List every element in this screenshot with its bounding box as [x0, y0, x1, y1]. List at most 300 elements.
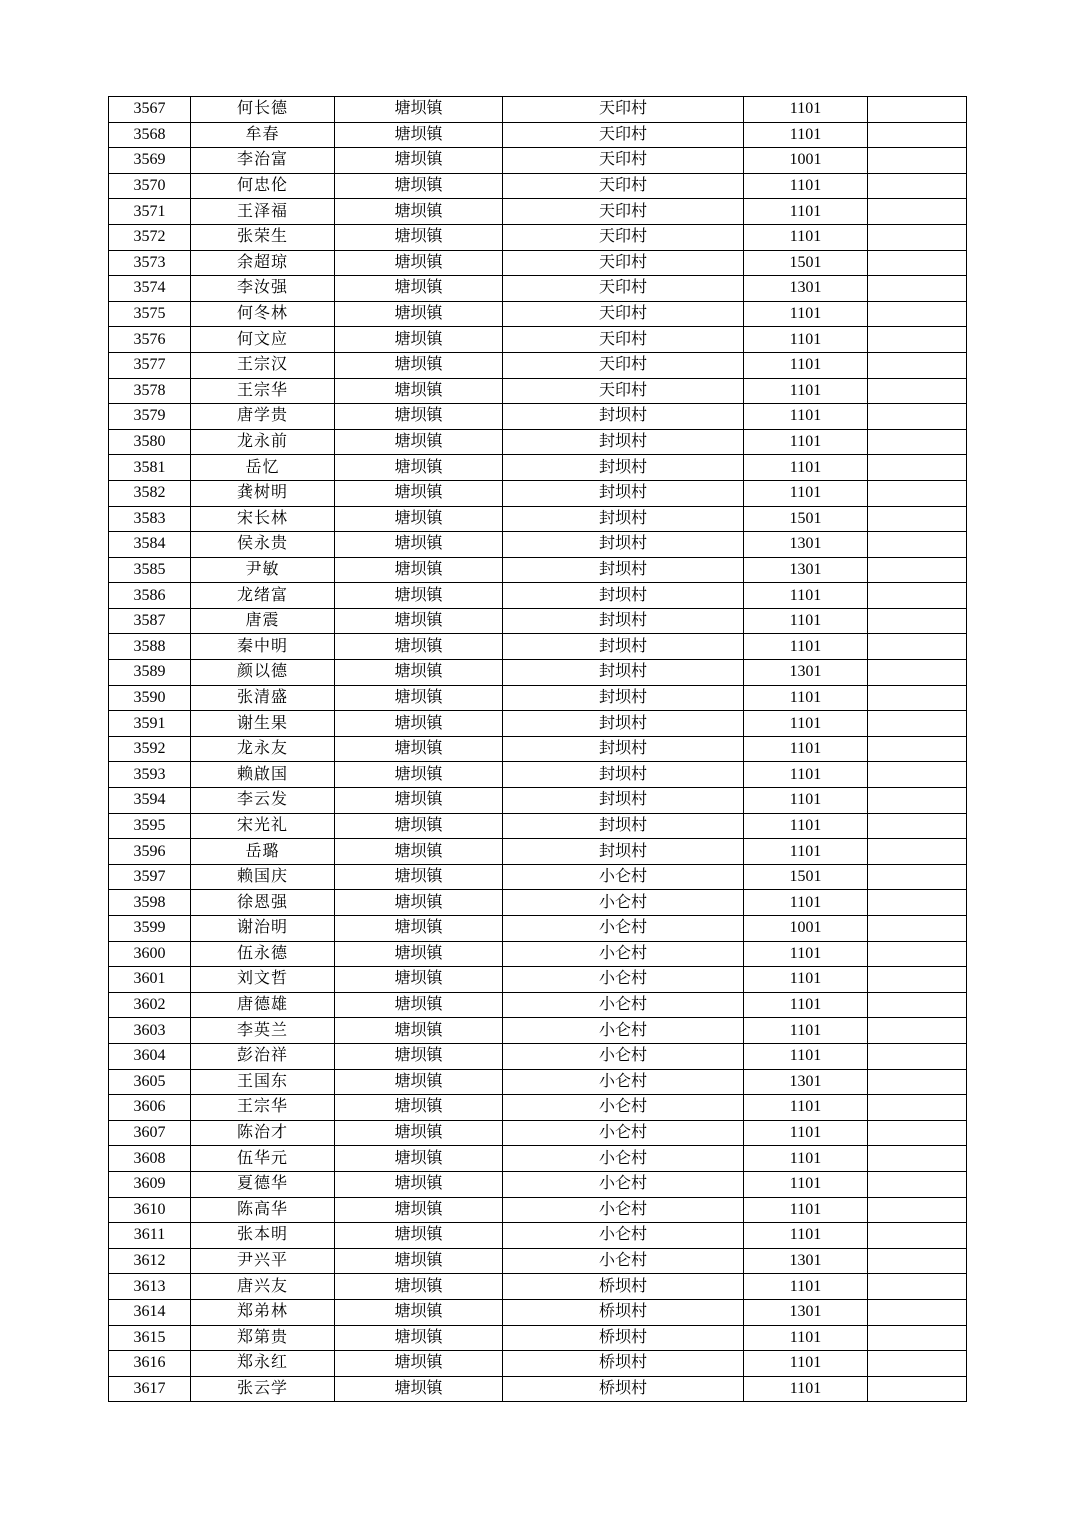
cell-town: 塘坝镇: [335, 1248, 503, 1274]
cell-remark: [868, 276, 967, 302]
cell-village: 天印村: [503, 301, 744, 327]
cell-name: 尹兴平: [191, 1248, 335, 1274]
cell-village: 封坝村: [503, 429, 744, 455]
cell-code: 1101: [744, 301, 868, 327]
cell-code: 1101: [744, 199, 868, 225]
cell-name: 李汝强: [191, 276, 335, 302]
table-row: [109, 992, 967, 1018]
cell-name: 何冬林: [191, 301, 335, 327]
table-row: [109, 1376, 967, 1402]
cell-town: 塘坝镇: [335, 506, 503, 532]
cell-town: 塘坝镇: [335, 1095, 503, 1121]
cell-village: 桥坝村: [503, 1274, 744, 1300]
cell-no: 3577: [109, 352, 191, 378]
cell-remark: [868, 608, 967, 634]
cell-town: 塘坝镇: [335, 916, 503, 942]
cell-code: 1101: [744, 813, 868, 839]
cell-town: 塘坝镇: [335, 327, 503, 353]
cell-village: 小仑村: [503, 1197, 744, 1223]
cell-no: 3596: [109, 839, 191, 865]
cell-town: 塘坝镇: [335, 634, 503, 660]
cell-code: 1301: [744, 1069, 868, 1095]
table-row: [109, 1223, 967, 1249]
table-row: [109, 480, 967, 506]
cell-remark: [868, 1325, 967, 1351]
cell-town: 塘坝镇: [335, 1376, 503, 1402]
cell-no: 3580: [109, 429, 191, 455]
cell-name: 郑弟林: [191, 1299, 335, 1325]
cell-village: 小仑村: [503, 992, 744, 1018]
cell-remark: [868, 762, 967, 788]
cell-code: 1101: [744, 404, 868, 430]
cell-village: 天印村: [503, 352, 744, 378]
cell-village: 天印村: [503, 173, 744, 199]
cell-no: 3598: [109, 890, 191, 916]
cell-no: 3613: [109, 1274, 191, 1300]
cell-village: 封坝村: [503, 839, 744, 865]
cell-no: 3574: [109, 276, 191, 302]
cell-town: 塘坝镇: [335, 404, 503, 430]
cell-name: 何忠伦: [191, 173, 335, 199]
cell-town: 塘坝镇: [335, 583, 503, 609]
cell-remark: [868, 1223, 967, 1249]
cell-remark: [868, 1018, 967, 1044]
cell-remark: [868, 1248, 967, 1274]
cell-name: 侯永贵: [191, 532, 335, 558]
table-row: [109, 967, 967, 993]
cell-town: 塘坝镇: [335, 1043, 503, 1069]
cell-town: 塘坝镇: [335, 250, 503, 276]
cell-remark: [868, 967, 967, 993]
cell-town: 塘坝镇: [335, 1171, 503, 1197]
cell-village: 封坝村: [503, 711, 744, 737]
table-row: [109, 1197, 967, 1223]
cell-no: 3583: [109, 506, 191, 532]
cell-code: 1301: [744, 1299, 868, 1325]
cell-no: 3567: [109, 97, 191, 123]
table-row: [109, 506, 967, 532]
cell-code: 1101: [744, 480, 868, 506]
cell-name: 刘文哲: [191, 967, 335, 993]
cell-name: 张荣生: [191, 224, 335, 250]
cell-remark: [868, 327, 967, 353]
cell-name: 宋光礼: [191, 813, 335, 839]
cell-no: 3608: [109, 1146, 191, 1172]
cell-village: 小仑村: [503, 1171, 744, 1197]
cell-name: 龙绪富: [191, 583, 335, 609]
cell-name: 牟春: [191, 122, 335, 148]
cell-town: 塘坝镇: [335, 557, 503, 583]
cell-no: 3615: [109, 1325, 191, 1351]
cell-code: 1101: [744, 429, 868, 455]
cell-name: 赖国庆: [191, 864, 335, 890]
table-row: [109, 148, 967, 174]
cell-no: 3611: [109, 1223, 191, 1249]
cell-name: 谢治明: [191, 916, 335, 942]
cell-town: 塘坝镇: [335, 276, 503, 302]
cell-village: 小仑村: [503, 916, 744, 942]
cell-no: 3571: [109, 199, 191, 225]
cell-code: 1101: [744, 685, 868, 711]
cell-remark: [868, 660, 967, 686]
table-row: [109, 813, 967, 839]
cell-remark: [868, 634, 967, 660]
cell-town: 塘坝镇: [335, 890, 503, 916]
cell-no: 3616: [109, 1351, 191, 1377]
cell-village: 天印村: [503, 276, 744, 302]
cell-name: 陈高华: [191, 1197, 335, 1223]
cell-code: 1101: [744, 762, 868, 788]
table-row: [109, 1299, 967, 1325]
table-row: [109, 685, 967, 711]
cell-town: 塘坝镇: [335, 352, 503, 378]
cell-name: 王泽福: [191, 199, 335, 225]
cell-remark: [868, 455, 967, 481]
cell-village: 封坝村: [503, 788, 744, 814]
cell-name: 唐学贵: [191, 404, 335, 430]
cell-code: 1301: [744, 1248, 868, 1274]
table-row: [109, 1248, 967, 1274]
cell-name: 李英兰: [191, 1018, 335, 1044]
cell-village: 小仑村: [503, 1095, 744, 1121]
cell-code: 1101: [744, 788, 868, 814]
cell-town: 塘坝镇: [335, 173, 503, 199]
cell-code: 1101: [744, 890, 868, 916]
cell-code: 1301: [744, 660, 868, 686]
cell-code: 1101: [744, 1095, 868, 1121]
cell-remark: [868, 480, 967, 506]
table-row: [109, 916, 967, 942]
cell-name: 彭治祥: [191, 1043, 335, 1069]
cell-remark: [868, 1120, 967, 1146]
cell-village: 小仑村: [503, 1146, 744, 1172]
cell-code: 1101: [744, 455, 868, 481]
cell-no: 3586: [109, 583, 191, 609]
table-row: [109, 404, 967, 430]
cell-remark: [868, 941, 967, 967]
cell-village: 小仑村: [503, 1120, 744, 1146]
cell-town: 塘坝镇: [335, 148, 503, 174]
cell-no: 3584: [109, 532, 191, 558]
cell-name: 余超琼: [191, 250, 335, 276]
table-row: [109, 839, 967, 865]
cell-code: 1101: [744, 992, 868, 1018]
cell-name: 伍华元: [191, 1146, 335, 1172]
cell-code: 1101: [744, 224, 868, 250]
cell-code: 1101: [744, 711, 868, 737]
cell-village: 天印村: [503, 327, 744, 353]
cell-code: 1101: [744, 736, 868, 762]
cell-name: 李云发: [191, 788, 335, 814]
cell-name: 何长德: [191, 97, 335, 123]
cell-village: 封坝村: [503, 634, 744, 660]
cell-remark: [868, 250, 967, 276]
cell-remark: [868, 1171, 967, 1197]
table-row: [109, 1095, 967, 1121]
cell-name: 王国东: [191, 1069, 335, 1095]
cell-name: 张清盛: [191, 685, 335, 711]
cell-town: 塘坝镇: [335, 1146, 503, 1172]
cell-town: 塘坝镇: [335, 224, 503, 250]
cell-no: 3581: [109, 455, 191, 481]
cell-no: 3575: [109, 301, 191, 327]
cell-name: 颜以德: [191, 660, 335, 686]
cell-village: 小仑村: [503, 1069, 744, 1095]
table-row: [109, 1018, 967, 1044]
cell-village: 小仑村: [503, 864, 744, 890]
cell-name: 尹敏: [191, 557, 335, 583]
roster-body: [109, 97, 967, 1402]
cell-code: 1501: [744, 506, 868, 532]
cell-code: 1101: [744, 1376, 868, 1402]
cell-name: 唐兴友: [191, 1274, 335, 1300]
cell-code: 1101: [744, 1120, 868, 1146]
cell-no: 3604: [109, 1043, 191, 1069]
cell-no: 3588: [109, 634, 191, 660]
cell-name: 龚树明: [191, 480, 335, 506]
table-row: [109, 276, 967, 302]
cell-code: 1101: [744, 1043, 868, 1069]
table-row: [109, 429, 967, 455]
cell-no: 3614: [109, 1299, 191, 1325]
cell-remark: [868, 301, 967, 327]
table-row: [109, 199, 967, 225]
cell-village: 封坝村: [503, 685, 744, 711]
table-row: [109, 173, 967, 199]
cell-village: 小仑村: [503, 1248, 744, 1274]
cell-remark: [868, 122, 967, 148]
cell-town: 塘坝镇: [335, 1197, 503, 1223]
cell-remark: [868, 1146, 967, 1172]
cell-name: 唐震: [191, 608, 335, 634]
cell-village: 小仑村: [503, 1223, 744, 1249]
cell-code: 1101: [744, 1223, 868, 1249]
cell-no: 3579: [109, 404, 191, 430]
cell-remark: [868, 378, 967, 404]
cell-remark: [868, 352, 967, 378]
cell-village: 天印村: [503, 250, 744, 276]
cell-code: 1101: [744, 941, 868, 967]
cell-village: 封坝村: [503, 506, 744, 532]
table-row: [109, 660, 967, 686]
cell-remark: [868, 1274, 967, 1300]
cell-name: 唐德雄: [191, 992, 335, 1018]
cell-village: 桥坝村: [503, 1351, 744, 1377]
cell-remark: [868, 506, 967, 532]
cell-no: 3572: [109, 224, 191, 250]
cell-code: 1101: [744, 122, 868, 148]
cell-name: 郑第贵: [191, 1325, 335, 1351]
cell-no: 3568: [109, 122, 191, 148]
cell-town: 塘坝镇: [335, 711, 503, 737]
cell-town: 塘坝镇: [335, 608, 503, 634]
table-row: [109, 378, 967, 404]
cell-town: 塘坝镇: [335, 839, 503, 865]
cell-town: 塘坝镇: [335, 1299, 503, 1325]
cell-town: 塘坝镇: [335, 480, 503, 506]
cell-town: 塘坝镇: [335, 967, 503, 993]
table-row: [109, 1274, 967, 1300]
cell-remark: [868, 788, 967, 814]
cell-code: 1501: [744, 864, 868, 890]
cell-town: 塘坝镇: [335, 1120, 503, 1146]
table-row: [109, 352, 967, 378]
cell-remark: [868, 557, 967, 583]
cell-name: 王宗华: [191, 1095, 335, 1121]
table-row: [109, 327, 967, 353]
cell-village: 小仑村: [503, 1018, 744, 1044]
cell-no: 3585: [109, 557, 191, 583]
cell-town: 塘坝镇: [335, 762, 503, 788]
cell-name: 谢生果: [191, 711, 335, 737]
table-row: [109, 1120, 967, 1146]
cell-village: 小仑村: [503, 967, 744, 993]
cell-remark: [868, 992, 967, 1018]
cell-remark: [868, 1376, 967, 1402]
cell-no: 3602: [109, 992, 191, 1018]
cell-remark: [868, 813, 967, 839]
cell-no: 3591: [109, 711, 191, 737]
cell-no: 3569: [109, 148, 191, 174]
cell-remark: [868, 532, 967, 558]
cell-no: 3605: [109, 1069, 191, 1095]
cell-no: 3595: [109, 813, 191, 839]
cell-remark: [868, 839, 967, 865]
cell-no: 3573: [109, 250, 191, 276]
cell-remark: [868, 429, 967, 455]
cell-name: 宋长林: [191, 506, 335, 532]
table-row: [109, 1069, 967, 1095]
cell-code: 1101: [744, 634, 868, 660]
cell-no: 3570: [109, 173, 191, 199]
cell-code: 1301: [744, 557, 868, 583]
cell-village: 桥坝村: [503, 1299, 744, 1325]
cell-code: 1101: [744, 1171, 868, 1197]
table-row: [109, 1351, 967, 1377]
cell-name: 赖啟国: [191, 762, 335, 788]
cell-village: 天印村: [503, 148, 744, 174]
cell-remark: [868, 711, 967, 737]
cell-name: 徐恩强: [191, 890, 335, 916]
cell-no: 3600: [109, 941, 191, 967]
cell-town: 塘坝镇: [335, 378, 503, 404]
table-row: [109, 557, 967, 583]
cell-remark: [868, 916, 967, 942]
cell-name: 岳璐: [191, 839, 335, 865]
table-row: [109, 122, 967, 148]
cell-village: 封坝村: [503, 608, 744, 634]
cell-town: 塘坝镇: [335, 788, 503, 814]
cell-no: 3606: [109, 1095, 191, 1121]
cell-remark: [868, 1043, 967, 1069]
cell-code: 1301: [744, 276, 868, 302]
cell-no: 3617: [109, 1376, 191, 1402]
cell-name: 伍永德: [191, 941, 335, 967]
cell-no: 3593: [109, 762, 191, 788]
cell-remark: [868, 736, 967, 762]
table-row: [109, 608, 967, 634]
cell-remark: [868, 148, 967, 174]
cell-village: 封坝村: [503, 455, 744, 481]
table-row: [109, 788, 967, 814]
cell-village: 天印村: [503, 224, 744, 250]
cell-name: 李治富: [191, 148, 335, 174]
cell-remark: [868, 97, 967, 123]
cell-code: 1101: [744, 1325, 868, 1351]
cell-code: 1101: [744, 1018, 868, 1044]
cell-town: 塘坝镇: [335, 97, 503, 123]
cell-remark: [868, 1095, 967, 1121]
cell-code: 1101: [744, 608, 868, 634]
cell-code: 1101: [744, 967, 868, 993]
cell-no: 3582: [109, 480, 191, 506]
cell-code: 1501: [744, 250, 868, 276]
cell-town: 塘坝镇: [335, 429, 503, 455]
cell-code: 1001: [744, 916, 868, 942]
cell-village: 封坝村: [503, 660, 744, 686]
cell-town: 塘坝镇: [335, 199, 503, 225]
cell-name: 龙永友: [191, 736, 335, 762]
cell-no: 3594: [109, 788, 191, 814]
cell-town: 塘坝镇: [335, 864, 503, 890]
cell-no: 3612: [109, 1248, 191, 1274]
cell-village: 封坝村: [503, 532, 744, 558]
cell-code: 1101: [744, 352, 868, 378]
cell-name: 张本明: [191, 1223, 335, 1249]
cell-no: 3592: [109, 736, 191, 762]
cell-town: 塘坝镇: [335, 1274, 503, 1300]
cell-no: 3601: [109, 967, 191, 993]
cell-town: 塘坝镇: [335, 122, 503, 148]
cell-village: 桥坝村: [503, 1376, 744, 1402]
cell-village: 封坝村: [503, 557, 744, 583]
table-row: [109, 736, 967, 762]
cell-no: 3597: [109, 864, 191, 890]
cell-town: 塘坝镇: [335, 685, 503, 711]
cell-town: 塘坝镇: [335, 1069, 503, 1095]
cell-village: 天印村: [503, 97, 744, 123]
cell-name: 龙永前: [191, 429, 335, 455]
cell-town: 塘坝镇: [335, 736, 503, 762]
cell-village: 封坝村: [503, 813, 744, 839]
table-row: [109, 864, 967, 890]
cell-village: 封坝村: [503, 762, 744, 788]
cell-town: 塘坝镇: [335, 1325, 503, 1351]
roster-table: [108, 96, 967, 1402]
cell-no: 3589: [109, 660, 191, 686]
cell-no: 3578: [109, 378, 191, 404]
cell-code: 1101: [744, 1351, 868, 1377]
cell-town: 塘坝镇: [335, 532, 503, 558]
cell-remark: [868, 864, 967, 890]
table-row: [109, 1325, 967, 1351]
cell-code: 1001: [744, 148, 868, 174]
cell-remark: [868, 1069, 967, 1095]
cell-remark: [868, 1299, 967, 1325]
cell-no: 3603: [109, 1018, 191, 1044]
cell-remark: [868, 890, 967, 916]
table-row: [109, 1146, 967, 1172]
table-row: [109, 532, 967, 558]
cell-village: 天印村: [503, 199, 744, 225]
cell-name: 夏德华: [191, 1171, 335, 1197]
cell-code: 1101: [744, 378, 868, 404]
cell-name: 王宗汉: [191, 352, 335, 378]
cell-no: 3590: [109, 685, 191, 711]
table-row: [109, 455, 967, 481]
cell-remark: [868, 1351, 967, 1377]
cell-village: 天印村: [503, 122, 744, 148]
